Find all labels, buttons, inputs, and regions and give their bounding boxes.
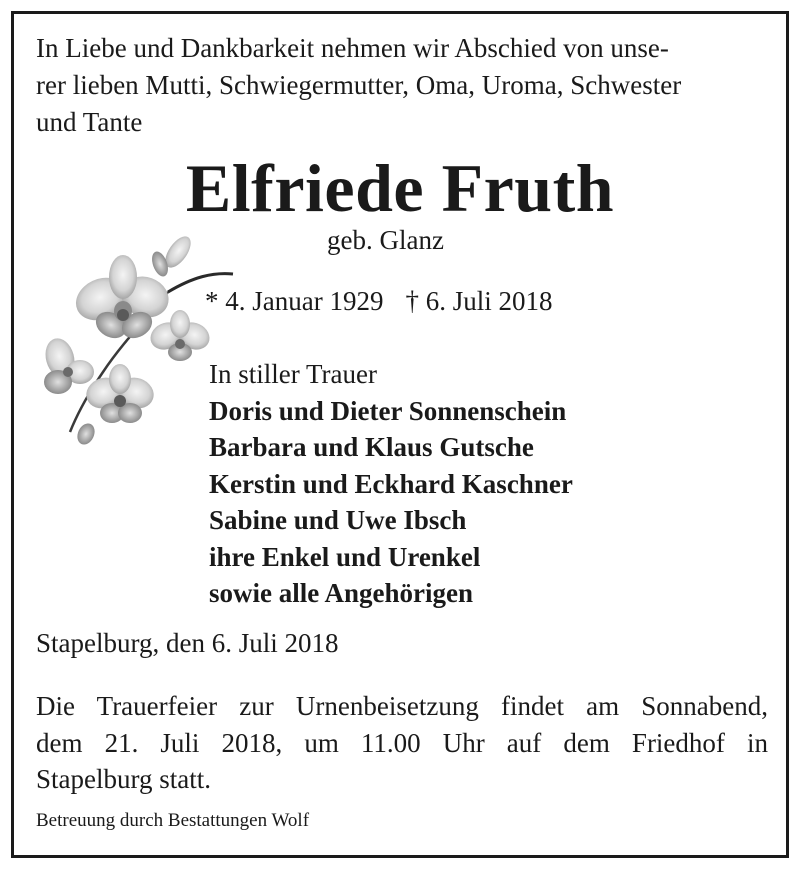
ceremony-text: [36, 688, 768, 798]
deceased-name: Elfriede Fruth: [185, 150, 615, 226]
mourner-entry: Barbara und Klaus Gutsche: [209, 432, 534, 462]
mourner-entry: Sabine und Uwe Ibsch: [209, 505, 467, 535]
orchid-branch-icon: [28, 222, 238, 452]
intro-text: [36, 30, 774, 141]
mourner-entry: Doris und Dieter Sonnenschein: [209, 395, 567, 426]
ceremony-line: Die Trauerfeier zur Urnenbeisetzung findet am Sonnabend,: [36, 691, 768, 721]
mourner-entry: ihre Enkel und Urenkel: [209, 541, 481, 572]
intro-line: und Tante: [36, 107, 143, 137]
undertaker-credit: Betreuung durch Bestattungen Wolf: [36, 810, 310, 831]
life-dates: [205, 284, 552, 318]
birth-date: * 4. Januar 1929: [205, 286, 384, 316]
ceremony-line: dem 21. Juli 2018, um 11.00 Uhr auf dem Friedhof in: [36, 727, 768, 758]
ceremony-line: Stapelburg statt.: [36, 764, 211, 794]
birth-name: geb. Glanz: [327, 225, 444, 255]
mourners-list: [209, 356, 573, 612]
death-date: † 6. Juli 2018: [405, 286, 553, 316]
mourner-entry: Kerstin und Eckhard Kaschner: [209, 468, 573, 499]
mourners-intro: In stiller Trauer: [209, 359, 377, 389]
intro-line: In Liebe und Dankbarkeit nehmen wir Abschied von unse-: [36, 33, 669, 63]
place-date: Stapelburg, den 6. Juli 2018: [36, 628, 339, 658]
mourner-entry: sowie alle Angehörigen: [209, 578, 473, 608]
intro-line: rer lieben Mutti, Schwiegermutter, Oma, Uroma, Schwester: [36, 70, 682, 100]
